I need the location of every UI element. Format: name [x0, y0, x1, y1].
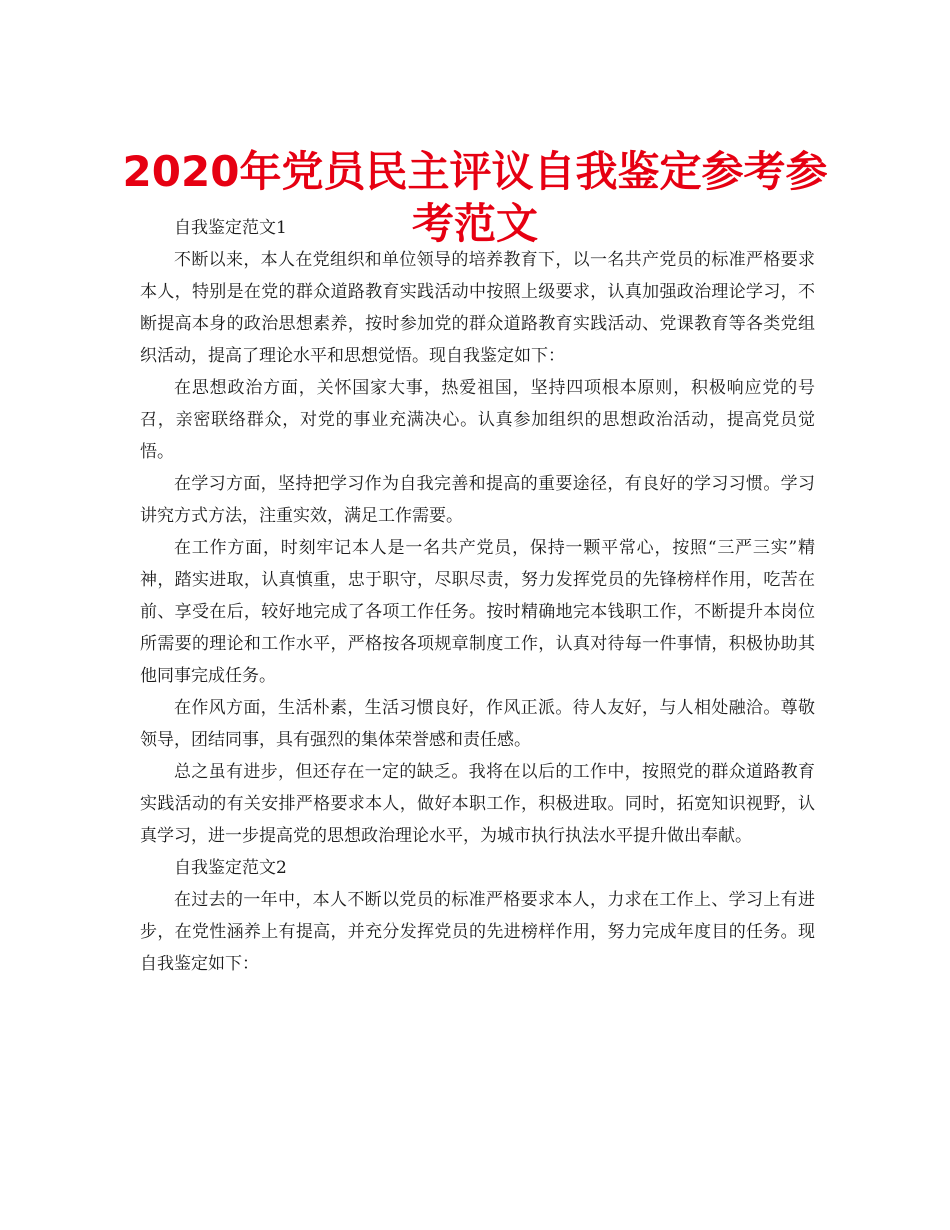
section-heading-2: 自我鉴定范文2 [174, 858, 287, 878]
document-body [140, 212, 815, 980]
paragraph-summary: 总之虽有进步，但还存在一定的缺乏。我将在以后的工作中，按照党的群众道路教育实践活动的有关安排严格要求本人，做好本职工作，积极进取。同时，拓宽知识视野，认真学习，进一步提高党的思想政治理论水平，为城市执行执法水平提升做出奉献。 [140, 762, 815, 846]
paragraph-political: 在思想政治方面，关怀国家大事，热爱祖国，坚持四项根本原则，积极响应党的号召，亲密联络群众，对党的事业充满决心。认真参加组织的思想政治活动，提高党员觉悟。 [140, 378, 815, 462]
paragraph-study: 在学习方面，坚持把学习作为自我完善和提高的重要途径，有良好的学习习惯。学习讲究方式方法，注重实效，满足工作需要。 [140, 474, 815, 526]
paragraph-intro: 不断以来，本人在党组织和单位领导的培养教育下，以一名共产党员的标准严格要求本人，特别是在党的群众道路教育实践活动中按照上级要求，认真加强政治理论学习，不断提高本身的政治思想素养，按时参加党的群众道路教育实践活动、党课教育等各类党组织活动，提高了理论水平和思想觉悟。现自我鉴定如下： [140, 250, 815, 366]
paragraph-style: 在作风方面，生活朴素，生活习惯良好，作风正派。待人友好，与人相处融洽。尊敬领导，团结同事，具有强烈的集体荣誉感和责任感。 [140, 698, 815, 750]
document-title: 2020年党员民主评议自我鉴定参考参考范文 [122, 147, 828, 249]
paragraph-work: 在工作方面，时刻牢记本人是一名共产党员，保持一颗平常心，按照“三严三实”精神，踏实进取，认真慎重，忠于职守，尽职尽责，努力发挥党员的先锋榜样作用，吃苦在前、享受在后，较好地完成了各项工作任务。按时精确地完本钱职工作，不断提升本岗位所需要的理论和工作水平，严格按各项规章制度工作，认真对待每一件事情，积极协助其他同事完成任务。 [140, 538, 815, 686]
paragraph-intro-2: 在过去的一年中，本人不断以党员的标准严格要求本人，力求在工作上、学习上有进步，在党性涵养上有提高，并充分发挥党员的先进榜样作用，努力完成年度目的任务。现自我鉴定如下： [140, 890, 815, 974]
section-heading-1: 自我鉴定范文1 [174, 218, 287, 238]
